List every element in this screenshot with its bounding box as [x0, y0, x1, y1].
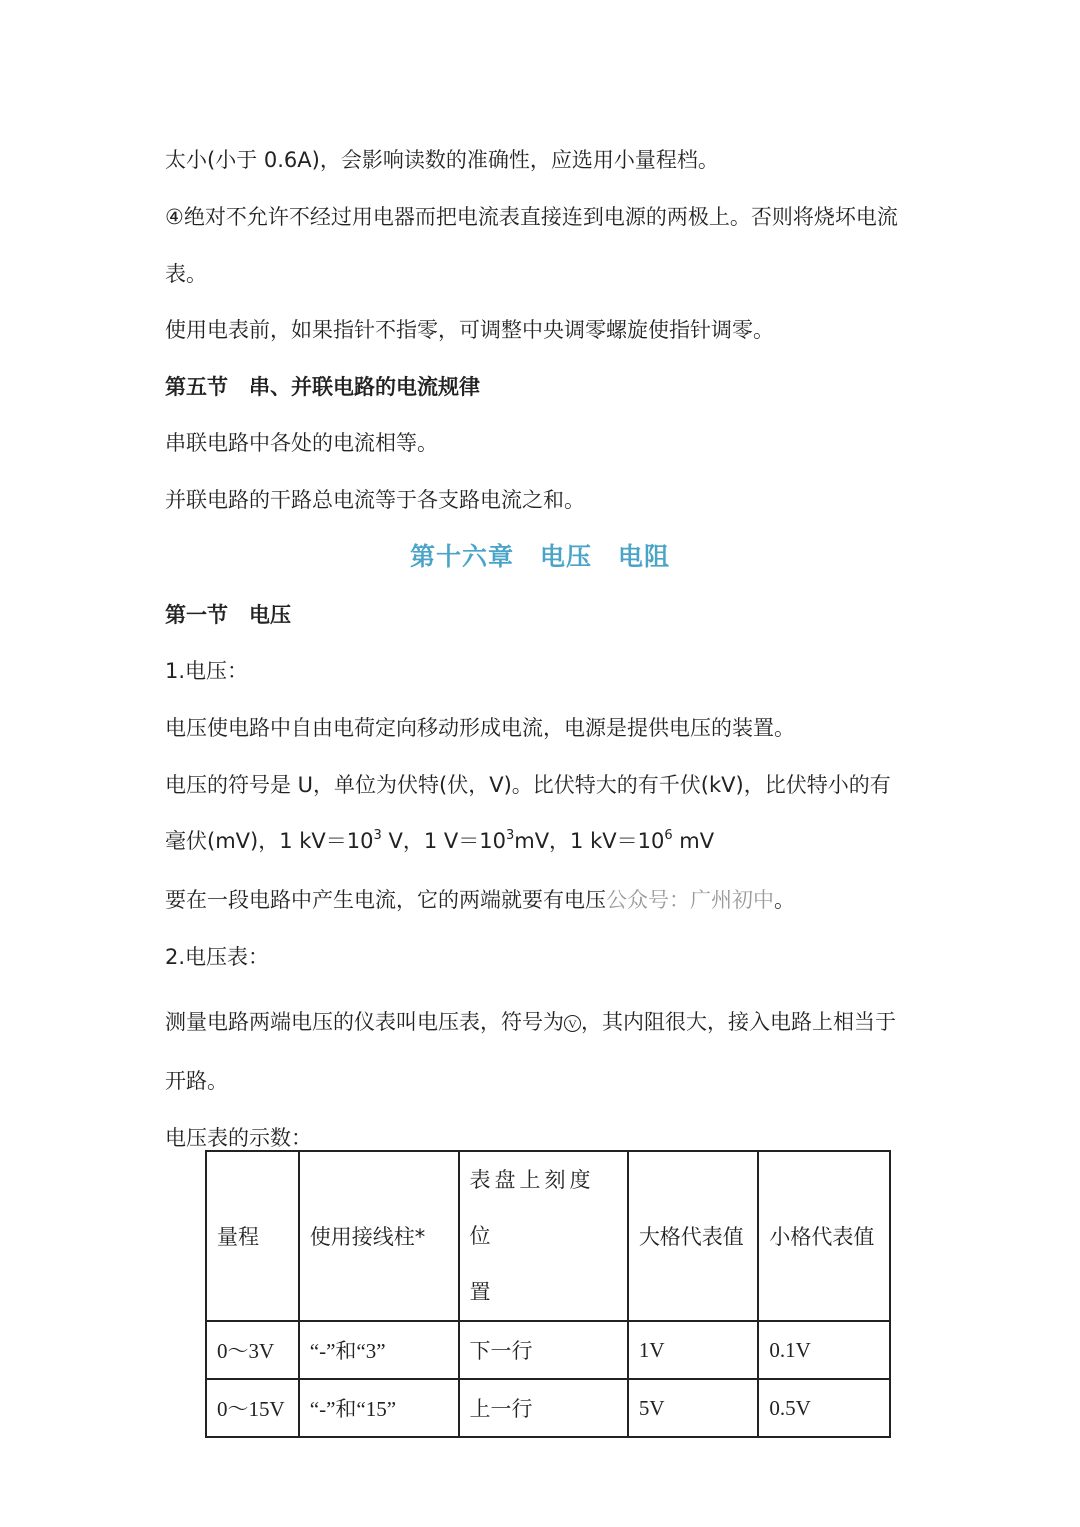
table-header-cell — [459, 1151, 628, 1321]
text-part: ，其内阻很大，接入电路上相当于 — [581, 1010, 896, 1034]
formula-part: mV — [672, 829, 715, 853]
text-part: 测量电路两端电压的仪表叫电压表，符号为 — [165, 1010, 564, 1034]
text-line: ④绝对不允许不经过用电器而把电流表直接连到电源的两极上。否则将烧坏电流 — [165, 205, 898, 229]
text-line: 电压的符号是 U，单位为伏特(伏，V)。比伏特大的有千伏(kV)，比伏特小的有 — [165, 773, 891, 797]
table-row — [206, 1379, 890, 1437]
text-line: 电压使电路中自由电荷定向移动形成电流，电源是提供电压的装置。 — [165, 716, 795, 740]
table-cell: 上一行 — [459, 1379, 628, 1437]
formula-line — [165, 826, 714, 856]
text-line: 太小(小于 0.6A)，会影响读数的准确性，应选用小量程档。 — [165, 148, 719, 172]
exponent: 3 — [505, 828, 515, 843]
text-line: 并联电路的干路总电流等于各支路电流之和。 — [165, 488, 585, 512]
text-part: 。 — [774, 888, 795, 912]
table-cell: “-”和“15” — [299, 1379, 459, 1437]
text-line: 使用电表前，如果指针不指零，可调整中央调零螺旋使指针调零。 — [165, 318, 774, 342]
table-row — [206, 1321, 890, 1379]
exponent: 3 — [373, 828, 382, 843]
table-header-row — [206, 1151, 890, 1321]
table-header-cell: 量程 — [206, 1151, 299, 1321]
table-cell: “-”和“3” — [299, 1321, 459, 1379]
header-text: 表盘上刻度位 — [469, 1168, 595, 1248]
voltmeter-symbol-icon: V — [564, 1015, 581, 1032]
formula-part: mV，1 kV＝10 — [514, 829, 665, 853]
chapter-title: 第十六章 电压 电阻 — [409, 542, 670, 571]
table-header-cell: 大格代表值 — [628, 1151, 759, 1321]
table-cell: 0.5V — [758, 1379, 890, 1437]
voltmeter-table — [205, 1150, 891, 1438]
text-line: 1.电压： — [165, 659, 249, 683]
watermark-text: 公众号：广州初中 — [606, 888, 774, 912]
text-line: 表。 — [165, 262, 207, 286]
table-header-cell: 使用接线柱* — [299, 1151, 459, 1321]
text-line — [165, 885, 795, 915]
text-line: 开路。 — [165, 1069, 228, 1093]
formula-part: V，1 V＝10 — [381, 829, 506, 853]
section-heading: 第五节 串、并联电路的电流规律 — [165, 375, 480, 399]
table-cell: 5V — [628, 1379, 759, 1437]
table-cell: 1V — [628, 1321, 759, 1379]
header-text: 置 — [469, 1280, 495, 1304]
text-part: 要在一段电路中产生电流，它的两端就要有电压 — [165, 888, 606, 912]
section-heading: 第一节 电压 — [165, 603, 291, 627]
formula-part: 毫伏(mV)，1 kV＝10 — [165, 829, 374, 853]
text-line — [165, 1007, 896, 1037]
text-line: 电压表的示数： — [165, 1126, 312, 1150]
table-cell: 下一行 — [459, 1321, 628, 1379]
text-line: 2.电压表： — [165, 945, 270, 969]
table-cell: 0～3V — [206, 1321, 299, 1379]
table-cell: 0～15V — [206, 1379, 299, 1437]
table-cell: 0.1V — [758, 1321, 890, 1379]
table-header-cell: 小格代表值 — [758, 1151, 890, 1321]
exponent: 6 — [664, 828, 673, 843]
text-line: 串联电路中各处的电流相等。 — [165, 431, 438, 455]
